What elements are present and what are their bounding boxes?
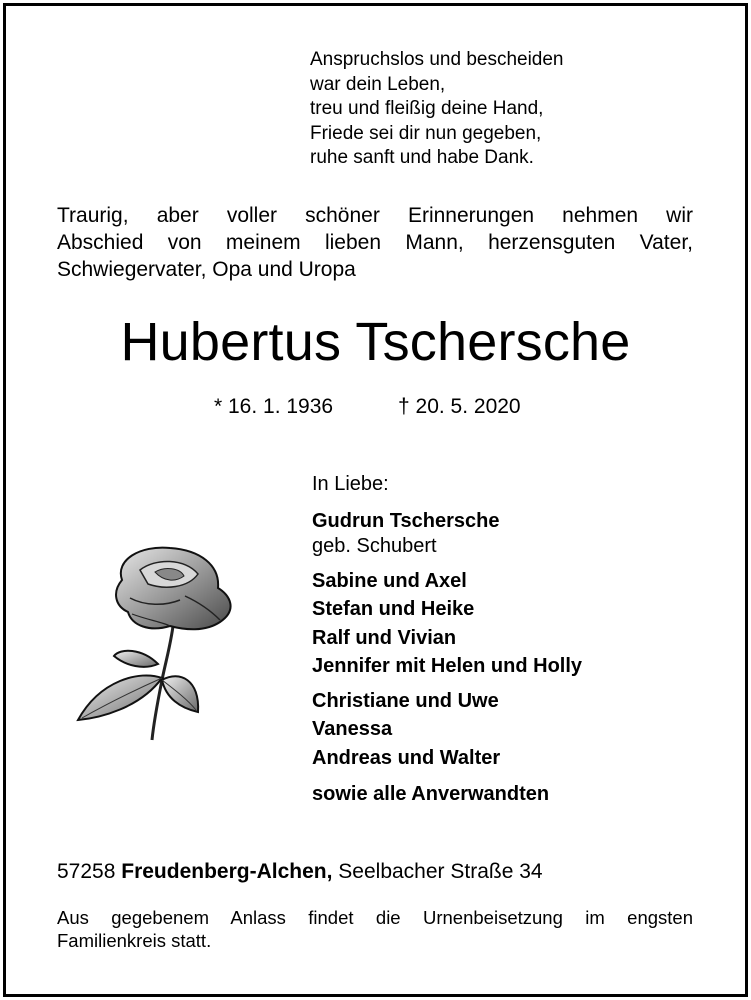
street: Seelbacher Straße 34 [338,860,543,883]
poem [310,48,564,171]
rose-icon [70,540,245,745]
spouse-name: Gudrun Tschersche [312,509,500,532]
poem-line: ruhe sanft und habe Dank. [310,147,534,168]
family-member: Ralf und Vivian [312,626,457,649]
family-member: Andreas und Walter [312,746,501,769]
family-member: Stefan und Heike [312,598,475,620]
birth-date: * 16. 1. 1936 [214,395,334,418]
address [57,858,543,886]
family-member: Christiane und Uwe [312,689,499,712]
poem-line: Anspruchslos und bescheiden [310,49,564,70]
poem-line: war dein Leben, [310,73,446,95]
postal-code: 57258 [57,860,116,883]
intro-line: Traurig, aber voller schöner Erinnerungen nehmen wir [57,204,693,227]
family-member: Vanessa [312,718,393,740]
deceased-name: Hubertus Tschersche [120,312,631,372]
intro-text [57,202,693,283]
family-member: Jennifer mit Helen und Holly [312,655,583,677]
family-list [312,470,582,809]
burial-notice [57,906,693,952]
family-member: Sabine und Axel [312,569,467,592]
notice-line: Aus gegebenem Anlass findet die Urnenbeisetzung im engsten [57,907,693,928]
intro-line: Abschied von meinem lieben Mann, herzensguten Vater, [57,231,693,254]
poem-line: Friede sei dir nun gegeben, [310,122,542,144]
notice-line: Familienkreis statt. [57,930,212,951]
family-heading: In Liebe: [312,473,389,495]
city: Freudenberg-Alchen, [121,860,333,883]
death-date: † 20. 5. 2020 [398,395,521,418]
intro-line: Schwiegervater, Opa und Uropa [57,258,356,281]
spouse-maiden-name: geb. Schubert [312,535,437,557]
family-closing: sowie alle Anverwandten [312,783,550,805]
poem-line: treu und fleißig deine Hand, [310,98,544,119]
